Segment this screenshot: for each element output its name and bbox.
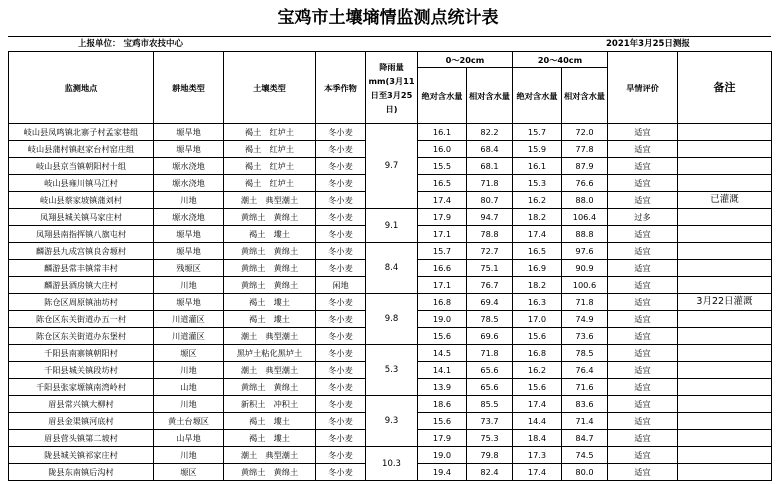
abs-20-40-cell: 18.2 [513,277,562,294]
rel-20-40-cell: 73.6 [562,328,608,345]
soil-type-cell: 黄绵土 黄绵土 [224,379,316,396]
rel-0-20-cell: 79.8 [467,447,513,464]
rel-20-40-cell: 74.9 [562,311,608,328]
abs-0-20-cell: 13.9 [418,379,467,396]
land-type-cell: 山旱地 [154,430,224,447]
evaluation-cell: 适宜 [608,379,678,396]
rel-20-40-cell: 72.0 [562,124,608,141]
crop-cell: 冬小麦 [316,209,366,226]
abs-20-40-cell: 17.3 [513,447,562,464]
abs-20-40-cell: 17.0 [513,311,562,328]
header-rainfall: 降雨量mm(3月11日至3月25日) [366,52,418,124]
abs-20-40-cell: 16.5 [513,243,562,260]
rel-20-40-cell: 77.8 [562,141,608,158]
table-row [9,396,772,413]
land-type-cell: 塬旱地 [154,141,224,158]
rel-20-40-cell: 83.6 [562,396,608,413]
evaluation-cell: 适宜 [608,226,678,243]
note-cell [678,447,772,464]
abs-0-20-cell: 15.7 [418,243,467,260]
header-depth-0-20: 0～20cm [418,52,513,68]
abs-20-40-cell: 16.8 [513,345,562,362]
note-cell [678,141,772,158]
report-meta [8,36,771,52]
rel-20-40-cell: 74.5 [562,447,608,464]
evaluation-cell: 适宜 [608,464,678,481]
site-cell: 岐山县凤鸣镇北寨子村孟家巷组 [9,124,154,141]
soil-type-cell: 黄绵土 黄绵土 [224,243,316,260]
rel-20-40-cell: 76.4 [562,362,608,379]
evaluation-cell: 适宜 [608,192,678,209]
table-row [9,243,772,260]
site-cell: 眉县常兴镇大柳村 [9,396,154,413]
evaluation-cell: 适宜 [608,430,678,447]
rel-0-20-cell: 73.7 [467,413,513,430]
note-cell [678,396,772,413]
header-relative-20-40: 相对含水量 [562,68,608,124]
abs-20-40-cell: 16.2 [513,192,562,209]
soil-type-cell: 褐土 塿土 [224,226,316,243]
rel-0-20-cell: 65.6 [467,362,513,379]
rel-20-40-cell: 88.0 [562,192,608,209]
evaluation-cell: 适宜 [608,362,678,379]
site-cell: 岐山县蔡家坡镇蒲刘村 [9,192,154,209]
crop-cell: 冬小麦 [316,430,366,447]
page-title: 宝鸡市土壤墒情监测点统计表 [277,8,499,28]
header-note: 备注 [678,52,772,124]
header-land-type: 耕地类型 [154,52,224,124]
abs-20-40-cell: 16.2 [513,362,562,379]
reporting-unit: 上报单位： 宝鸡市农技中心 [78,39,183,49]
site-cell: 千阳县南寨镇朝阳村 [9,345,154,362]
land-type-cell: 塬区 [154,464,224,481]
evaluation-cell: 适宜 [608,328,678,345]
site-cell: 眉县营头镇第二坡村 [9,430,154,447]
site-cell: 岐山县蒲村镇赵家台村窑庄组 [9,141,154,158]
rel-0-20-cell: 85.5 [467,396,513,413]
table-row [9,124,772,141]
rel-20-40-cell: 90.9 [562,260,608,277]
site-cell: 陈仓区东关街道办东堡村 [9,328,154,345]
evaluation-cell: 适宜 [608,175,678,192]
land-type-cell: 残塬区 [154,260,224,277]
crop-cell: 冬小麦 [316,413,366,430]
rel-0-20-cell: 68.1 [467,158,513,175]
site-cell: 凤翔县城关镇马家庄村 [9,209,154,226]
land-type-cell: 塬旱地 [154,294,224,311]
crop-cell: 冬小麦 [316,345,366,362]
land-type-cell: 塬区 [154,345,224,362]
rainfall-cell: 5.3 [366,345,418,396]
abs-0-20-cell: 16.1 [418,124,467,141]
rel-0-20-cell: 65.6 [467,379,513,396]
rel-20-40-cell: 84.7 [562,430,608,447]
land-type-cell: 塬水浇地 [154,175,224,192]
header-evaluation: 旱情评价 [608,52,678,124]
crop-cell: 冬小麦 [316,192,366,209]
abs-0-20-cell: 17.9 [418,209,467,226]
site-cell: 陇县城关镇祁家庄村 [9,447,154,464]
rel-20-40-cell: 80.0 [562,464,608,481]
rainfall-cell: 9.8 [366,294,418,345]
soil-type-cell: 黄绵土 黄绵土 [224,464,316,481]
table-row [9,294,772,311]
rel-0-20-cell: 69.6 [467,328,513,345]
crop-cell: 闲地 [316,277,366,294]
rel-0-20-cell: 75.1 [467,260,513,277]
rel-20-40-cell: 71.8 [562,294,608,311]
note-cell [678,175,772,192]
crop-cell: 冬小麦 [316,464,366,481]
header-relative-0-20: 相对含水量 [467,68,513,124]
land-type-cell: 塬旱地 [154,124,224,141]
soil-type-cell: 黄绵土 黄绵土 [224,277,316,294]
table-row [9,447,772,464]
rel-0-20-cell: 78.8 [467,226,513,243]
crop-cell: 冬小麦 [316,396,366,413]
soil-type-cell: 褐土 塿土 [224,413,316,430]
note-cell [678,158,772,175]
rel-0-20-cell: 80.7 [467,192,513,209]
site-cell: 陈仓区周原镇油坊村 [9,294,154,311]
site-cell: 凤翔县南指挥镇八旗屯村 [9,226,154,243]
abs-0-20-cell: 19.4 [418,464,467,481]
soil-type-cell: 褐土 红垆土 [224,175,316,192]
site-cell: 陈仓区东关街道办五一村 [9,311,154,328]
abs-20-40-cell: 15.3 [513,175,562,192]
header-depth-20-40: 20～40cm [513,52,608,68]
site-cell: 岐山县雍川镇马江村 [9,175,154,192]
abs-0-20-cell: 18.6 [418,396,467,413]
evaluation-cell: 适宜 [608,396,678,413]
rel-20-40-cell: 100.6 [562,277,608,294]
evaluation-cell: 适宜 [608,294,678,311]
rel-20-40-cell: 78.5 [562,345,608,362]
soil-type-cell: 潮土 典型潮土 [224,362,316,379]
header-soil-type: 土壤类型 [224,52,316,124]
rainfall-cell: 10.3 [366,447,418,481]
note-cell [678,328,772,345]
soil-type-cell: 褐土 红垆土 [224,124,316,141]
note-cell [678,226,772,243]
evaluation-cell: 适宜 [608,277,678,294]
land-type-cell: 川地 [154,362,224,379]
soil-type-cell: 新积土 冲积土 [224,396,316,413]
evaluation-cell: 适宜 [608,158,678,175]
soil-type-cell: 褐土 红垆土 [224,158,316,175]
report-date: 2021年3月25日测报 [606,39,690,49]
crop-cell: 冬小麦 [316,260,366,277]
abs-0-20-cell: 17.1 [418,277,467,294]
rel-20-40-cell: 106.4 [562,209,608,226]
rel-0-20-cell: 69.4 [467,294,513,311]
rel-20-40-cell: 71.6 [562,379,608,396]
rel-0-20-cell: 68.4 [467,141,513,158]
crop-cell: 冬小麦 [316,243,366,260]
soil-type-cell: 褐土 红垆土 [224,141,316,158]
rainfall-cell: 9.1 [366,209,418,243]
evaluation-cell: 适宜 [608,447,678,464]
abs-0-20-cell: 14.1 [418,362,467,379]
site-cell: 千阳县张家塬镇南湾岭村 [9,379,154,396]
note-cell [678,362,772,379]
abs-20-40-cell: 15.6 [513,379,562,396]
site-cell: 麟游县酒房镇大庄村 [9,277,154,294]
soil-moisture-table [8,51,772,481]
note-cell [678,243,772,260]
rel-20-40-cell: 71.4 [562,413,608,430]
note-cell [678,464,772,481]
crop-cell: 冬小麦 [316,175,366,192]
land-type-cell: 川地 [154,396,224,413]
evaluation-cell: 过多 [608,209,678,226]
crop-cell: 冬小麦 [316,141,366,158]
abs-20-40-cell: 16.3 [513,294,562,311]
abs-0-20-cell: 17.4 [418,192,467,209]
table-row [9,345,772,362]
note-cell [678,277,772,294]
abs-20-40-cell: 18.2 [513,209,562,226]
crop-cell: 冬小麦 [316,379,366,396]
abs-0-20-cell: 16.0 [418,141,467,158]
abs-20-40-cell: 18.4 [513,430,562,447]
rel-0-20-cell: 82.4 [467,464,513,481]
note-cell: 3月22日灌溉 [678,294,772,311]
abs-0-20-cell: 16.5 [418,175,467,192]
rainfall-cell: 9.7 [366,124,418,209]
land-type-cell: 塬旱地 [154,226,224,243]
land-type-cell: 塬旱地 [154,243,224,260]
soil-type-cell: 褐土 塿土 [224,294,316,311]
soil-type-cell: 潮土 典型潮土 [224,447,316,464]
land-type-cell: 川地 [154,447,224,464]
table-row [9,209,772,226]
land-type-cell: 川道灌区 [154,311,224,328]
soil-type-cell: 黄绵土 黄绵土 [224,209,316,226]
note-cell [678,413,772,430]
abs-0-20-cell: 16.8 [418,294,467,311]
rel-0-20-cell: 75.3 [467,430,513,447]
soil-type-cell: 潮土 典型潮土 [224,192,316,209]
rel-20-40-cell: 87.9 [562,158,608,175]
soil-type-cell: 褐土 塿土 [224,311,316,328]
rainfall-cell: 8.4 [366,243,418,294]
abs-20-40-cell: 17.4 [513,396,562,413]
abs-0-20-cell: 14.5 [418,345,467,362]
rel-0-20-cell: 78.5 [467,311,513,328]
header-absolute-20-40: 绝对含水量 [513,68,562,124]
abs-20-40-cell: 15.7 [513,124,562,141]
abs-20-40-cell: 16.9 [513,260,562,277]
site-cell: 千阳县城关镇段坊村 [9,362,154,379]
abs-0-20-cell: 17.1 [418,226,467,243]
land-type-cell: 山地 [154,379,224,396]
crop-cell: 冬小麦 [316,294,366,311]
rel-20-40-cell: 97.6 [562,243,608,260]
abs-0-20-cell: 15.6 [418,328,467,345]
rel-0-20-cell: 76.7 [467,277,513,294]
abs-0-20-cell: 19.0 [418,447,467,464]
abs-0-20-cell: 19.0 [418,311,467,328]
abs-20-40-cell: 16.1 [513,158,562,175]
note-cell [678,430,772,447]
land-type-cell: 塬水浇地 [154,158,224,175]
evaluation-cell: 适宜 [608,141,678,158]
abs-20-40-cell: 15.9 [513,141,562,158]
note-cell [678,311,772,328]
abs-0-20-cell: 15.6 [418,413,467,430]
soil-type-cell: 褐土 塿土 [224,430,316,447]
note-cell [678,345,772,362]
abs-0-20-cell: 16.6 [418,260,467,277]
land-type-cell: 川道灌区 [154,328,224,345]
abs-20-40-cell: 17.4 [513,226,562,243]
land-type-cell: 川地 [154,192,224,209]
crop-cell: 冬小麦 [316,362,366,379]
abs-0-20-cell: 17.9 [418,430,467,447]
evaluation-cell: 适宜 [608,124,678,141]
rel-0-20-cell: 82.2 [467,124,513,141]
soil-type-cell: 黑垆土粘化黑垆土 [224,345,316,362]
abs-0-20-cell: 15.5 [418,158,467,175]
site-cell: 眉县金渠镇河底村 [9,413,154,430]
rainfall-cell: 9.3 [366,396,418,447]
land-type-cell: 黄土台塬区 [154,413,224,430]
header-site: 监测地点 [9,52,154,124]
header-crop: 本季作物 [316,52,366,124]
rel-20-40-cell: 76.6 [562,175,608,192]
header-absolute-0-20: 绝对含水量 [418,68,467,124]
abs-20-40-cell: 17.4 [513,464,562,481]
evaluation-cell: 适宜 [608,260,678,277]
abs-20-40-cell: 15.6 [513,328,562,345]
soil-type-cell: 潮土 典型潮土 [224,328,316,345]
evaluation-cell: 适宜 [608,413,678,430]
rel-0-20-cell: 71.8 [467,345,513,362]
rel-0-20-cell: 71.8 [467,175,513,192]
crop-cell: 冬小麦 [316,311,366,328]
site-cell: 麟游县常丰镇常丰村 [9,260,154,277]
note-cell [678,124,772,141]
site-cell: 陇县东南镇后沟村 [9,464,154,481]
note-cell: 已灌溉 [678,192,772,209]
crop-cell: 冬小麦 [316,226,366,243]
rel-0-20-cell: 94.7 [467,209,513,226]
note-cell [678,260,772,277]
evaluation-cell: 适宜 [608,243,678,260]
site-cell: 岐山县京当镇朝阳村十组 [9,158,154,175]
crop-cell: 冬小麦 [316,158,366,175]
site-cell: 麟游县九成宫镇良舍塬村 [9,243,154,260]
soil-type-cell: 黄绵土 黄绵土 [224,260,316,277]
land-type-cell: 川地 [154,277,224,294]
note-cell [678,379,772,396]
note-cell [678,209,772,226]
evaluation-cell: 适宜 [608,311,678,328]
abs-20-40-cell: 14.4 [513,413,562,430]
rel-20-40-cell: 88.8 [562,226,608,243]
evaluation-cell: 适宜 [608,345,678,362]
crop-cell: 冬小麦 [316,124,366,141]
crop-cell: 冬小麦 [316,447,366,464]
rel-0-20-cell: 72.7 [467,243,513,260]
crop-cell: 冬小麦 [316,328,366,345]
land-type-cell: 塬水浇地 [154,209,224,226]
